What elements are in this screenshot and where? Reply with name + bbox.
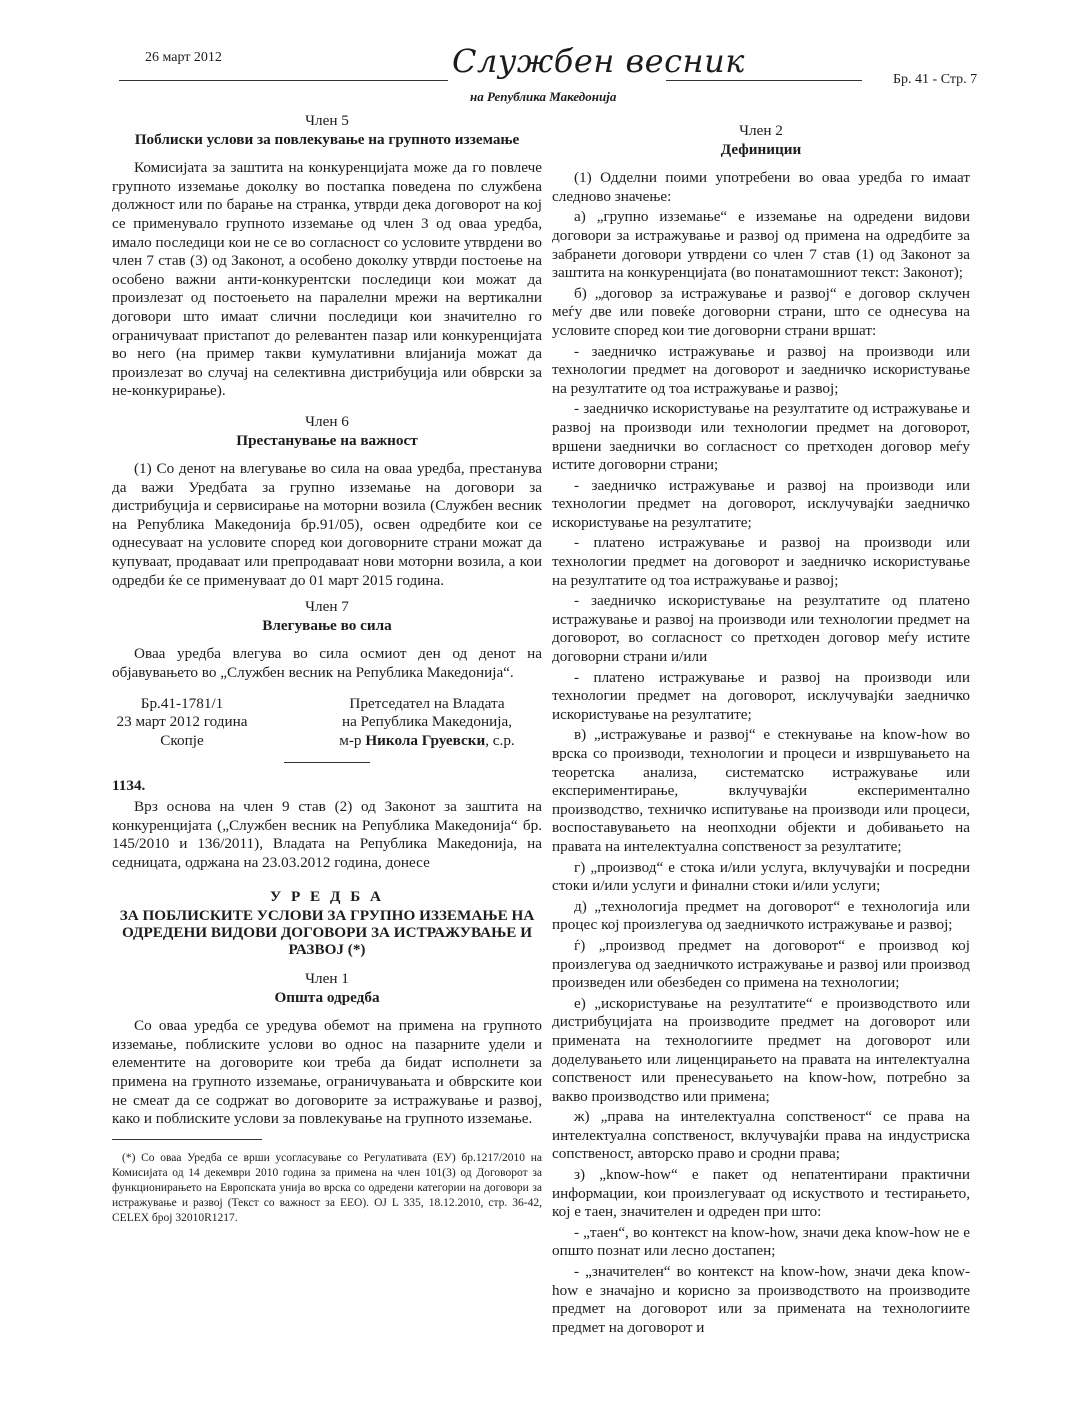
decree-reference-date: 23 март 2012 година [116,713,248,731]
article-7-number: Член 7 [305,598,349,616]
left-column [112,108,542,1238]
decree-reference-place: Скопје [160,731,204,749]
header-rule-right [666,80,862,81]
definition-paragraph: - заедничко истражување и развој на производи или технологии предмет на договорот, исклучувајќи заедничко искористување на резултатите; [552,476,970,531]
article-1-number: Член 1 [305,969,349,987]
article-7-title: Влегување во сила [262,616,392,634]
document-number: 1134. [112,777,146,795]
definition-paragraph: в) „истражување и развој“ е стекнување на know-how во врска со производи, технологии и процеси и извршувањето на теоретска анализа, систематско истражување или експериментирање, вклучувајќи експериментално производство, техничко испитување на производи или процеси, воспоставувањето на неопходни објекти и добивањето на правата на интелектуална сопственост за резултатите; [552,726,970,855]
definition-paragraph: - платено истражување и развој на производи или технологии предмет на договорот и заедничко искористување на резултатите од тоа истражување и развој; [552,534,970,589]
definition-paragraph: - заедничко истражување и развој на производи или технологии предмет на договорот и заедничко искористување на резултатите од тоа истражување и развој; [552,342,970,397]
definition-paragraph: з) „know-how“ е пакет од непатентирани практични информации, кои произлегуваат од искуството и тестирањето, кој е таен, значителен и одреден при што: [552,1166,970,1221]
article-5-title: Поблиски услови за повлекување на групното изземање [134,130,520,148]
definition-paragraph: а) „групно изземање“ е изземање на одредени видови договори за истражување и развој од примена на одредбите за забранети договори утврдени со член 7 став (1) од Законот за заштита на конкуренцијата (во понатамошниот текст: Законот); [552,208,970,282]
decree-title: ЗА ПОБЛИСКИТЕ УСЛОВИ ЗА ГРУПНО ИЗЗЕМАЊЕ НА ОДРЕДЕНИ ВИДОВИ ДОГОВОРИ ЗА ИСТРАЖУВАЊЕ И РАЗВОЈ (*) [119,906,535,958]
right-column [552,118,970,1339]
issue-date: 26 март 2012 [145,50,222,65]
definition-paragraph: д) „технологија предмет на договорот“ е технологија или процес кој произлегува од заедничкото истражување и развој; [552,897,970,934]
header-rule-left [119,80,448,81]
footnote-divider [112,1139,262,1140]
definition-paragraph: е) „искористување на резултатите“ е производството или дистрибуцијата на производите предмет на договорот или примената на технологиите предмет на договорот или доделувањето или лиценцирањето на правата на интелектуална сопственост или пренесувањето на know-how, потребно за вакво производство или примена; [552,994,970,1105]
decree-heading: У Р Е Д Б А [270,888,384,906]
article-2-title: Дефиниции [720,140,802,158]
signatory-title: м-р [339,731,366,749]
page-reference: Бр. 41 - Стр. 7 [893,72,978,87]
definition-paragraph: - заедничко искористување на резултатите од платено истражување и развој на производи или технологии предмет на договорот, во согласност со претходен договор меѓу истите договорни страни и/или [552,592,970,666]
signatory-name-line [312,732,542,751]
article-6-text: (1) Со денот на влегување во сила на оваа уредба, престанува да важи Уредбата за групно изземање на договори за дистрибуција и сервисирање на моторни возила (Службен весник на Република Македонија бр.91/05), освен одредбите кои се однесуваат на условите според кои договорните страни можат да купуваат, продаваат или препродаваат нови моторни возила, а кои одредби ќе се применуваат до 01 март 2015 година. [112,460,542,589]
definition-paragraph: - „таен“, во контекст на know-how, значи дека know-how не е општо познат или лесно достапен; [552,1223,970,1260]
article-7-text: Оваа уредба влегува во сила осмиот ден од денот на објавувањето во „Службен весник на Република Македонија“. [112,645,542,682]
gazette-subtitle: на Република Македонија [470,89,617,104]
definitions-list [552,169,970,1337]
signatory-institution: на Република Македонија, [341,713,513,731]
article-6-number: Член 6 [305,412,349,430]
definition-paragraph: б) „договор за истражување и развој“ е договор склучен меѓу две или повеќе договорни страни, што се однесува на условите според кои тие договорни страни вршат: [552,284,970,339]
section-divider [284,762,370,763]
article-1-text: Со оваа уредба се уредува обемот на примена на групното изземање, поблиските услови во однос на пазарните удели и елементите на договорите кои треба да бидат исполнети за примена на групното изземање, ограничувањата и обврските кои не смеат да се содржат во договорите за истражување и развој, како и поблиските услови за повлекување на групното изземање. [112,1017,542,1128]
definition-paragraph: ѓ) „производ предмет на договорот“ е производ кој произлегува од заедничкото истражување и развој или производ произведен или обезбеден со примена на технологии; [552,936,970,992]
gazette-logo: Службен весник [452,42,745,80]
definition-paragraph: ж) „права на интелектуална сопственост“ се права на интелектуална сопственост, вклучувајќи права на индустриска сопственост, авторско право и сродни права; [552,1108,970,1163]
definition-paragraph: - платено истражување и развој на производи или технологии предмет на договорот, исклучувајќи заедничко искористување на резултатите; [552,668,970,723]
definition-paragraph: г) „производ“ е стока и/или услуга, вклучувајќи и посредни стоки и/или услуги и финални стоки и/или услуги; [552,858,970,895]
article-6-title: Престанување на важност [236,431,418,449]
decree-reference-number: Бр.41-1781/1 [140,694,224,712]
decree-reference [112,695,252,751]
signatory-role: Претседател на Владата [349,694,505,712]
article-5-text: Комисијата за заштита на конкуренцијата може да го повлече групното изземање доколку во постапка поведена по службена должност или по барање на странка, утврди дека договорот на кој се применувало групното изземање од член 3 од оваа уредба, имало последици кои не се во согласност со условите утврдени во член 7 став (3) од Законот, а особено доколку утврди постоење на особено важни анти-конкурентски последици кои можат да произлезат од постоењето на паралелни мрежи на вертикални договори што имаат слични последици кои значително го ограничуваат пристапот до релевантен пазар или конкуренцијата во него (на пример такви кумулативни влијанија можат да произлезат во случај на селективна дистрибуција или обврски за не-конкурирање). [112,159,542,400]
signatory-suffix: , с.р. [485,731,515,749]
article-2-number: Член 2 [739,122,783,139]
definition-paragraph: - заедничко искористување на резултатите од истражување и развој на производи или технологии предмет на договорот, вршени заеднички во согласност со претходен договор меѓу истите договорни страни; [552,400,970,474]
signature-block [112,695,542,751]
definition-paragraph: (1) Одделни поими употребени во оваа уредба го имаат следново значење: [552,169,970,205]
page-header [0,0,1088,110]
signatory [312,695,542,751]
article-5-number: Член 5 [305,112,349,129]
signatory-name: Никола Груевски [365,731,486,749]
footnote: (*) Со оваа Уредба се врши усогласување со Регулативата (ЕУ) бр.1217/2010 на Комисијата од 14 декември 2010 година за примена на член 101(3) од Договорот за функционирањето на Европската унија во врска со одредени категории на договори за истражување и развој (Текст со важност за ЕЕО). OJ L 335, 18.12.2010, стр. 36-42, CELEX број 32010R1217. [112,1152,542,1225]
definition-paragraph: - „значителен“ во контекст на know-how, значи дека know-how е значајно и корисно за производството на производите предмет на договорот или за примената на технологиите предмет на договорот и [552,1263,970,1336]
decree-preamble: Врз основа на член 9 став (2) од Законот за заштита на конкуренцијата („Службен весник на Република Македонија“ бр. 145/2010 и 136/2011), Владата на Република Македонија, на седницата, одржана на 23.03.2012 година, донесе [112,798,542,871]
article-1-title: Општа одредба [274,988,380,1006]
